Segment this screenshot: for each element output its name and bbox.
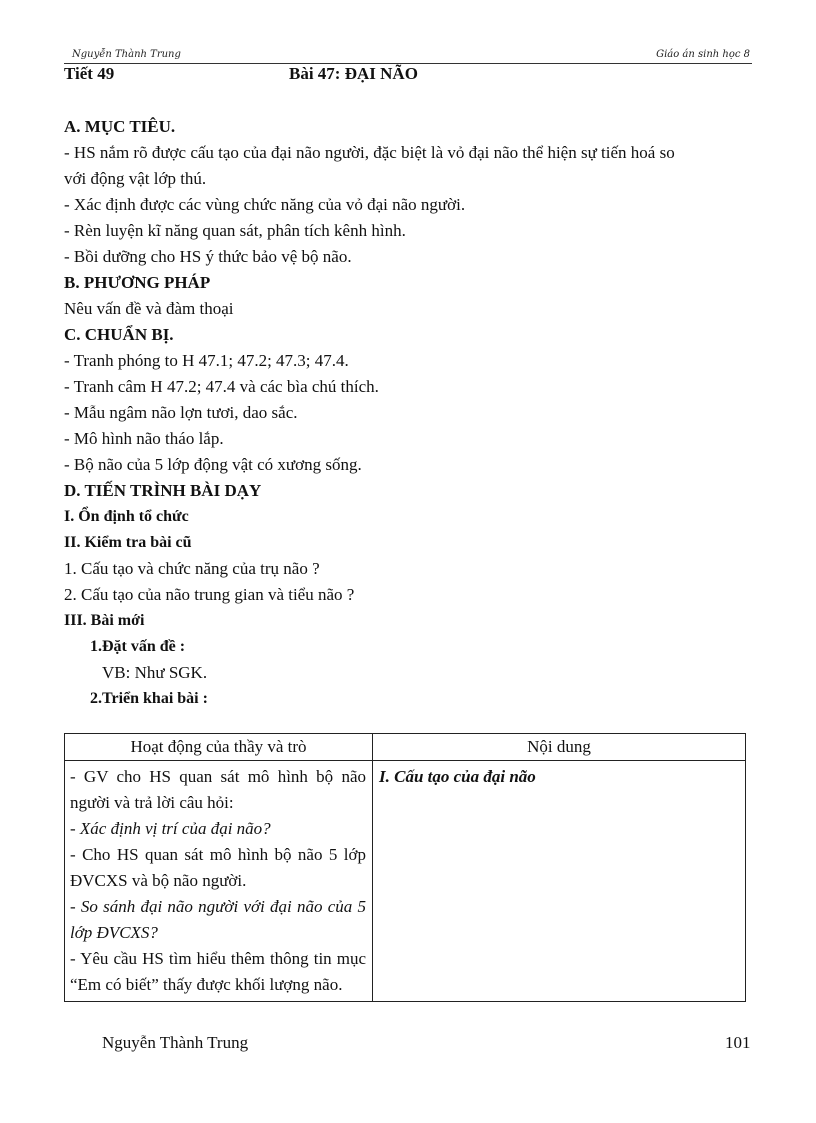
objective-item: với động vật lớp thú.	[64, 169, 207, 188]
table-header-row	[65, 734, 746, 761]
activity-table	[64, 733, 746, 1002]
preparation-item: - Mẫu ngâm não lợn tươi, dao sắc.	[64, 403, 298, 422]
objective-item: - HS nắm rõ được cấu tạo của đại não người, đặc biệt là vỏ đại não thể hiện sự tiến hoá so	[64, 143, 675, 162]
step-intro-text: VB: Như SGK.	[102, 663, 208, 682]
activity-line: - Xác định vị trí của đại não?	[70, 819, 271, 838]
review-question: 2. Cấu tạo của não trung gian và tiểu não ?	[64, 585, 355, 604]
method-text: Nêu vấn đề và đàm thoại	[64, 299, 234, 318]
review-question: 1. Cấu tạo và chức năng của trụ não ?	[64, 559, 320, 578]
activity-line: - Yêu cầu HS tìm hiểu thêm thông tin mục “Em có biết” thấy được khối lượng não.	[70, 949, 366, 994]
table-row	[65, 761, 746, 1002]
content-cell	[373, 761, 746, 1002]
objective-item: - Rèn luyện kĩ năng quan sát, phân tích kênh hình.	[64, 221, 406, 240]
preparation-item: - Bộ não của 5 lớp động vật có xương sống.	[64, 455, 362, 474]
lesson-content	[64, 114, 764, 712]
header-author: Nguyễn Thành Trung	[72, 49, 181, 60]
subsection-new-lesson: III. Bài mới	[64, 612, 145, 629]
preparation-item: - Mô hình não tháo lắp.	[64, 429, 224, 448]
preparation-item: - Tranh phóng to H 47.1; 47.2; 47.3; 47.4.	[64, 351, 349, 370]
column-header-content: Nội dung	[373, 734, 746, 761]
subsection-review: II. Kiểm tra bài cũ	[64, 534, 192, 551]
section-a-title: A. MỤC TIÊU.	[64, 117, 176, 136]
content-heading: I. Cấu tạo của đại não	[379, 767, 536, 786]
subsection-stabilize: I. Ổn định tổ chức	[64, 508, 189, 525]
activities-cell	[65, 761, 373, 1002]
activity-line: - Cho HS quan sát mô hình bộ não 5 lớp ĐVCXS và bộ não người.	[70, 845, 366, 890]
objective-item: - Xác định được các vùng chức năng của vỏ đại não người.	[64, 195, 466, 214]
objective-item: - Bồi dưỡng cho HS ý thức bảo vệ bộ não.	[64, 247, 352, 266]
activity-line: - So sánh đại não người với đại não của 5 lớp ĐVCXS?	[70, 897, 366, 942]
section-d-title: D. TIẾN TRÌNH BÀI DẠY	[64, 481, 262, 500]
section-c-title: C. CHUẨN BỊ.	[64, 325, 174, 344]
section-b-title: B. PHƯƠNG PHÁP	[64, 273, 211, 292]
lesson-number: Tiết 49	[64, 64, 115, 83]
preparation-item: - Tranh câm H 47.2; 47.4 và các bìa chú thích.	[64, 377, 379, 396]
activity-line: - GV cho HS quan sát mô hình bộ não người và trả lời câu hỏi:	[70, 767, 366, 812]
column-header-activities: Hoạt động của thầy và trò	[65, 734, 373, 761]
step-deploy-title: 2.Triển khai bài :	[90, 690, 208, 707]
page-number: 101	[725, 1033, 751, 1052]
header-subject: Giáo án sinh học 8	[656, 49, 750, 60]
step-intro-title: 1.Đặt vấn đề :	[90, 638, 186, 655]
footer-author: Nguyễn Thành Trung	[102, 1033, 249, 1052]
lesson-title: Bài 47: ĐẠI NÃO	[289, 64, 418, 83]
